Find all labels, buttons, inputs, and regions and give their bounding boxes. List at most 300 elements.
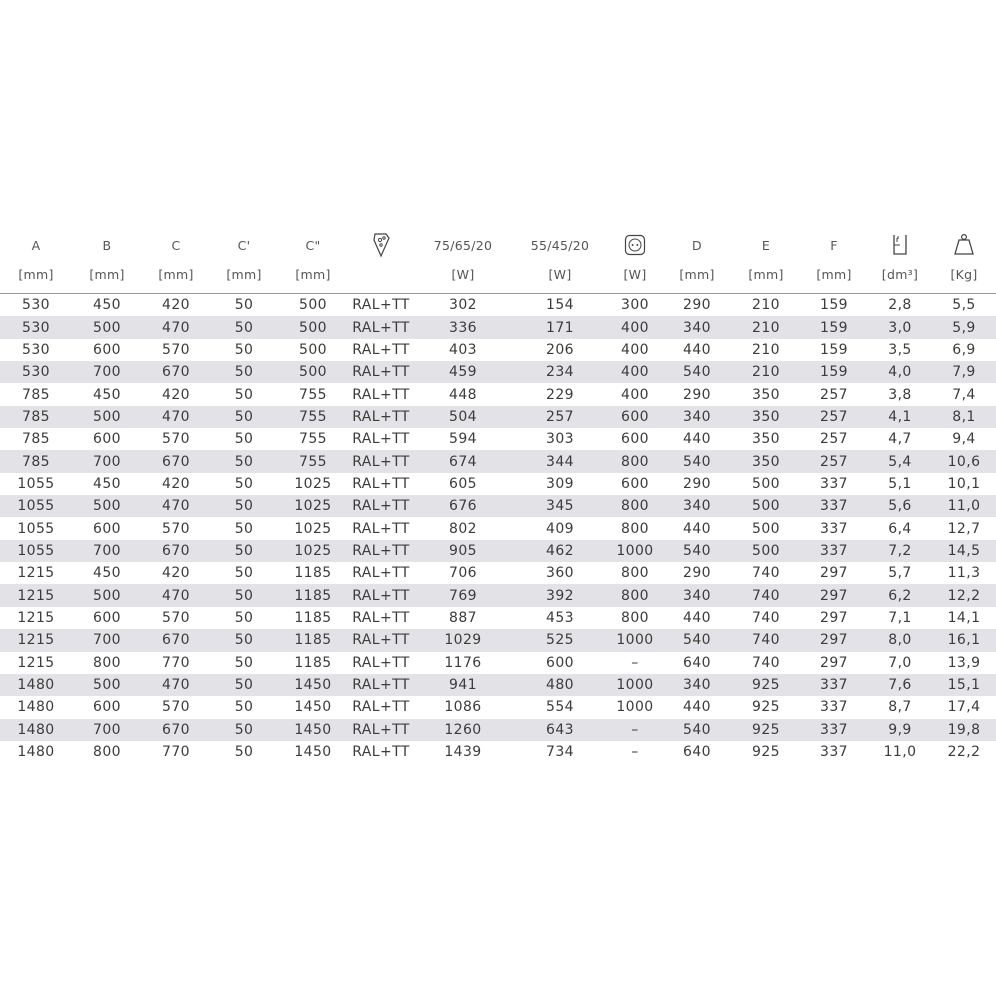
- table-cell: 480: [546, 677, 574, 694]
- header-col-10: [732, 228, 800, 293]
- water-volume-icon: [892, 228, 908, 262]
- table-cell: 50: [234, 341, 254, 358]
- table-cell: 420: [162, 297, 190, 314]
- table-cell: 6,4: [888, 520, 912, 537]
- table-cell: 400: [621, 364, 649, 381]
- table-cell: 570: [162, 609, 190, 626]
- header-unit: [mm]: [816, 266, 852, 282]
- table-cell: 4,1: [888, 408, 912, 425]
- table-cell: 11,0: [883, 744, 917, 761]
- table-cell: 360: [546, 565, 574, 582]
- table-cell: 676: [449, 498, 477, 515]
- table-cell: 504: [449, 408, 477, 425]
- table-cell: 3,5: [888, 341, 912, 358]
- table-cell: 500: [299, 341, 327, 358]
- table-cell: 670: [162, 632, 190, 649]
- table-cell: 440: [683, 609, 711, 626]
- table-cell: RAL+TT: [352, 408, 410, 425]
- table-cell: RAL+TT: [352, 587, 410, 604]
- table-cell: 337: [820, 721, 848, 738]
- header-label: C': [237, 237, 251, 253]
- table-cell: 600: [546, 654, 574, 671]
- table-cell: –: [631, 654, 639, 671]
- table-cell: 8,1: [952, 408, 976, 425]
- table-cell: 540: [683, 632, 711, 649]
- table-cell: 1215: [17, 609, 55, 626]
- table-cell: –: [631, 744, 639, 761]
- table-cell: 540: [683, 542, 711, 559]
- table-cell: 171: [546, 319, 574, 336]
- table-row: [0, 316, 996, 338]
- table-cell: 297: [820, 632, 848, 649]
- table-cell: 640: [683, 654, 711, 671]
- table-cell: 500: [752, 475, 780, 492]
- color-finish-icon: [371, 228, 391, 262]
- header-col-6: [414, 228, 512, 293]
- table-cell: 700: [93, 453, 121, 470]
- header-label: A: [31, 237, 41, 253]
- table-cell: 530: [22, 341, 50, 358]
- table-cell: 337: [820, 699, 848, 716]
- table-row: [0, 428, 996, 450]
- table-cell: 9,4: [952, 431, 976, 448]
- table-cell: 7,9: [952, 364, 976, 381]
- table-cell: 5,1: [888, 475, 912, 492]
- header-col-3: [210, 228, 278, 293]
- table-cell: RAL+TT: [352, 699, 410, 716]
- table-cell: 337: [820, 475, 848, 492]
- table-cell: 785: [22, 453, 50, 470]
- table-cell: 420: [162, 386, 190, 403]
- table-cell: 1450: [294, 677, 332, 694]
- table-cell: 159: [820, 297, 848, 314]
- table-row: [0, 719, 996, 741]
- table-cell: 925: [752, 677, 780, 694]
- table-cell: 462: [546, 542, 574, 559]
- header-unit: [mm]: [18, 266, 54, 282]
- table-cell: 600: [93, 341, 121, 358]
- table-cell: 1185: [294, 587, 332, 604]
- table-cell: RAL+TT: [352, 364, 410, 381]
- table-cell: 470: [162, 319, 190, 336]
- table-cell: 1439: [444, 744, 482, 761]
- table-cell: 1185: [294, 654, 332, 671]
- table-cell: 50: [234, 297, 254, 314]
- table-row: [0, 450, 996, 472]
- table-cell: 600: [621, 475, 649, 492]
- electric-socket-icon: [624, 228, 646, 262]
- table-cell: 400: [621, 319, 649, 336]
- header-col-0: [0, 228, 72, 293]
- table-cell: 770: [162, 744, 190, 761]
- table-cell: 229: [546, 386, 574, 403]
- table-cell: RAL+TT: [352, 319, 410, 336]
- table-cell: 740: [752, 609, 780, 626]
- table-cell: 755: [299, 431, 327, 448]
- table-cell: 50: [234, 587, 254, 604]
- table-cell: 340: [683, 587, 711, 604]
- table-cell: 785: [22, 408, 50, 425]
- table-cell: 400: [621, 341, 649, 358]
- table-cell: 755: [299, 386, 327, 403]
- table-cell: 50: [234, 386, 254, 403]
- header-unit: [Kg]: [950, 266, 978, 282]
- header-col-2: [142, 228, 210, 293]
- table-cell: 409: [546, 520, 574, 537]
- table-cell: 7,4: [952, 386, 976, 403]
- header-label: F: [830, 237, 838, 253]
- table-cell: 500: [752, 498, 780, 515]
- table-cell: 50: [234, 453, 254, 470]
- table-cell: 453: [546, 609, 574, 626]
- header-label: C": [305, 237, 321, 253]
- table-cell: 770: [162, 654, 190, 671]
- table-cell: 17,4: [947, 699, 981, 716]
- table-cell: RAL+TT: [352, 542, 410, 559]
- header-unit: [mm]: [679, 266, 715, 282]
- table-cell: 887: [449, 609, 477, 626]
- table-cell: 350: [752, 386, 780, 403]
- table-cell: 257: [820, 386, 848, 403]
- table-cell: 7,2: [888, 542, 912, 559]
- table-cell: 11,0: [947, 498, 981, 515]
- table-cell: 570: [162, 699, 190, 716]
- table-cell: 706: [449, 565, 477, 582]
- table-cell: 594: [449, 431, 477, 448]
- table-row: [0, 473, 996, 495]
- table-cell: 570: [162, 431, 190, 448]
- table-cell: 800: [621, 609, 649, 626]
- table-row: [0, 339, 996, 361]
- table-cell: 440: [683, 520, 711, 537]
- table-cell: 206: [546, 341, 574, 358]
- table-cell: 5,4: [888, 453, 912, 470]
- table-cell: 14,1: [947, 609, 981, 626]
- table-cell: 670: [162, 542, 190, 559]
- table-cell: 1480: [17, 721, 55, 738]
- table-cell: 403: [449, 341, 477, 358]
- table-cell: 802: [449, 520, 477, 537]
- table-cell: 459: [449, 364, 477, 381]
- table-cell: 50: [234, 520, 254, 537]
- table-cell: 500: [93, 498, 121, 515]
- table-cell: 1260: [444, 721, 482, 738]
- table-cell: 11,3: [947, 565, 981, 582]
- table-cell: 440: [683, 431, 711, 448]
- table-cell: 234: [546, 364, 574, 381]
- table-cell: 302: [449, 297, 477, 314]
- table-cell: 10,6: [947, 453, 981, 470]
- table-cell: 340: [683, 677, 711, 694]
- table-cell: RAL+TT: [352, 498, 410, 515]
- table-cell: 50: [234, 475, 254, 492]
- table-cell: 500: [752, 520, 780, 537]
- table-cell: 470: [162, 677, 190, 694]
- table-cell: RAL+TT: [352, 565, 410, 582]
- table-cell: 800: [621, 453, 649, 470]
- table-cell: 50: [234, 744, 254, 761]
- table-cell: 344: [546, 453, 574, 470]
- table-cell: 755: [299, 408, 327, 425]
- table-cell: 3,8: [888, 386, 912, 403]
- table-cell: 12,7: [947, 520, 981, 537]
- table-cell: 420: [162, 475, 190, 492]
- table-cell: 643: [546, 721, 574, 738]
- table-cell: 1000: [616, 542, 654, 559]
- table-cell: 925: [752, 721, 780, 738]
- table-cell: 530: [22, 319, 50, 336]
- table-cell: 740: [752, 632, 780, 649]
- table-cell: 1185: [294, 609, 332, 626]
- table-cell: 257: [546, 408, 574, 425]
- table-cell: 210: [752, 319, 780, 336]
- table-cell: 210: [752, 364, 780, 381]
- table-cell: 345: [546, 498, 574, 515]
- table-cell: 1025: [294, 475, 332, 492]
- table-cell: 290: [683, 386, 711, 403]
- table-cell: 290: [683, 297, 711, 314]
- table-cell: 1029: [444, 632, 482, 649]
- table-cell: 450: [93, 475, 121, 492]
- table-cell: 700: [93, 632, 121, 649]
- table-cell: 1450: [294, 744, 332, 761]
- table-cell: 740: [752, 587, 780, 604]
- table-cell: 210: [752, 341, 780, 358]
- table-body: [0, 294, 996, 763]
- table-cell: 297: [820, 565, 848, 582]
- table-cell: 440: [683, 341, 711, 358]
- table-row: [0, 383, 996, 405]
- table-cell: 50: [234, 364, 254, 381]
- table-cell: 400: [621, 386, 649, 403]
- table-cell: 500: [93, 587, 121, 604]
- table-cell: 700: [93, 721, 121, 738]
- table-row: [0, 584, 996, 606]
- table-cell: 12,2: [947, 587, 981, 604]
- table-cell: 740: [752, 654, 780, 671]
- table-cell: 336: [449, 319, 477, 336]
- table-cell: RAL+TT: [352, 721, 410, 738]
- table-row: [0, 406, 996, 428]
- header-label: E: [761, 237, 771, 253]
- table-cell: RAL+TT: [352, 654, 410, 671]
- table-cell: 257: [820, 453, 848, 470]
- table-cell: 600: [93, 431, 121, 448]
- table-cell: 905: [449, 542, 477, 559]
- table-cell: 4,0: [888, 364, 912, 381]
- table-cell: 3,0: [888, 319, 912, 336]
- table-cell: 448: [449, 386, 477, 403]
- table-cell: 570: [162, 341, 190, 358]
- specification-table: [0, 228, 996, 763]
- table-cell: 1185: [294, 565, 332, 582]
- table-cell: 450: [93, 297, 121, 314]
- table-row: [0, 294, 996, 316]
- table-cell: 600: [93, 609, 121, 626]
- table-cell: 337: [820, 677, 848, 694]
- table-cell: 1450: [294, 699, 332, 716]
- table-cell: 297: [820, 587, 848, 604]
- header-unit: [W]: [451, 266, 475, 282]
- table-cell: 1185: [294, 632, 332, 649]
- table-cell: 1215: [17, 654, 55, 671]
- table-cell: 19,8: [947, 721, 981, 738]
- table-cell: 600: [621, 408, 649, 425]
- table-cell: 570: [162, 520, 190, 537]
- header-col-8: [608, 228, 662, 293]
- table-cell: 470: [162, 587, 190, 604]
- table-cell: RAL+TT: [352, 632, 410, 649]
- table-cell: 303: [546, 431, 574, 448]
- table-cell: 1480: [17, 677, 55, 694]
- table-cell: 297: [820, 609, 848, 626]
- table-cell: 6,9: [952, 341, 976, 358]
- table-cell: 600: [621, 431, 649, 448]
- table-row: [0, 696, 996, 718]
- table-cell: 5,7: [888, 565, 912, 582]
- table-cell: 2,8: [888, 297, 912, 314]
- weight-icon: [953, 228, 975, 262]
- table-cell: RAL+TT: [352, 475, 410, 492]
- table-cell: 1480: [17, 744, 55, 761]
- table-cell: 5,5: [952, 297, 976, 314]
- table-cell: 700: [93, 364, 121, 381]
- table-cell: 1000: [616, 699, 654, 716]
- table-cell: 159: [820, 364, 848, 381]
- table-cell: 290: [683, 565, 711, 582]
- table-cell: 7,6: [888, 677, 912, 694]
- table-cell: RAL+TT: [352, 520, 410, 537]
- table-cell: 50: [234, 721, 254, 738]
- table-cell: 450: [93, 386, 121, 403]
- table-cell: 500: [93, 319, 121, 336]
- table-cell: 525: [546, 632, 574, 649]
- table-cell: 1055: [17, 542, 55, 559]
- table-cell: RAL+TT: [352, 297, 410, 314]
- table-cell: 640: [683, 744, 711, 761]
- table-cell: 50: [234, 699, 254, 716]
- table-cell: 530: [22, 297, 50, 314]
- table-cell: 337: [820, 744, 848, 761]
- table-cell: 1176: [444, 654, 482, 671]
- table-cell: RAL+TT: [352, 744, 410, 761]
- table-cell: 785: [22, 431, 50, 448]
- header-col-13: [932, 228, 996, 293]
- table-cell: 50: [234, 565, 254, 582]
- table-cell: 340: [683, 319, 711, 336]
- table-cell: 15,1: [947, 677, 981, 694]
- table-cell: 50: [234, 498, 254, 515]
- table-cell: 350: [752, 453, 780, 470]
- table-cell: 337: [820, 542, 848, 559]
- table-cell: 337: [820, 498, 848, 515]
- table-cell: 540: [683, 721, 711, 738]
- table-cell: 554: [546, 699, 574, 716]
- table-cell: 1025: [294, 520, 332, 537]
- table-cell: 392: [546, 587, 574, 604]
- table-cell: 1480: [17, 699, 55, 716]
- table-row: [0, 674, 996, 696]
- table-cell: 1215: [17, 632, 55, 649]
- header-unit: [mm]: [748, 266, 784, 282]
- table-cell: 941: [449, 677, 477, 694]
- table-row: [0, 562, 996, 584]
- table-cell: 450: [93, 565, 121, 582]
- header-col-9: [662, 228, 732, 293]
- header-label: C: [171, 237, 181, 253]
- table-cell: 1000: [616, 632, 654, 649]
- table-row: [0, 652, 996, 674]
- table-cell: 800: [621, 587, 649, 604]
- table-cell: 309: [546, 475, 574, 492]
- table-cell: 5,6: [888, 498, 912, 515]
- table-cell: 470: [162, 408, 190, 425]
- table-cell: 470: [162, 498, 190, 515]
- table-cell: 50: [234, 542, 254, 559]
- table-cell: 674: [449, 453, 477, 470]
- header-label: 75/65/20: [433, 237, 493, 253]
- header-label: B: [102, 237, 112, 253]
- table-cell: 340: [683, 498, 711, 515]
- table-cell: 925: [752, 744, 780, 761]
- table-header: [0, 228, 996, 294]
- table-cell: 257: [820, 431, 848, 448]
- table-cell: 300: [621, 297, 649, 314]
- table-cell: 1215: [17, 587, 55, 604]
- header-col-4: [278, 228, 348, 293]
- table-cell: 8,0: [888, 632, 912, 649]
- table-cell: 800: [93, 654, 121, 671]
- table-cell: 700: [93, 542, 121, 559]
- table-cell: 4,7: [888, 431, 912, 448]
- table-cell: 1000: [616, 677, 654, 694]
- table-cell: 1055: [17, 498, 55, 515]
- table-row: [0, 629, 996, 651]
- header-unit: [W]: [548, 266, 572, 282]
- table-cell: RAL+TT: [352, 677, 410, 694]
- header-unit: [W]: [623, 266, 647, 282]
- header-unit: [dm³]: [881, 266, 919, 282]
- table-cell: 340: [683, 408, 711, 425]
- table-cell: 50: [234, 677, 254, 694]
- table-cell: 50: [234, 319, 254, 336]
- table-cell: 740: [752, 565, 780, 582]
- table-cell: 670: [162, 364, 190, 381]
- header-label: D: [692, 237, 702, 253]
- table-row: [0, 361, 996, 383]
- table-row: [0, 607, 996, 629]
- table-cell: 154: [546, 297, 574, 314]
- table-cell: 540: [683, 453, 711, 470]
- table-cell: 800: [93, 744, 121, 761]
- table-cell: 13,9: [947, 654, 981, 671]
- table-cell: 159: [820, 341, 848, 358]
- table-cell: 500: [299, 297, 327, 314]
- table-cell: 500: [299, 319, 327, 336]
- header-unit: [mm]: [158, 266, 194, 282]
- table-cell: 350: [752, 408, 780, 425]
- table-cell: 670: [162, 453, 190, 470]
- table-cell: 8,7: [888, 699, 912, 716]
- table-cell: 50: [234, 408, 254, 425]
- table-cell: 6,2: [888, 587, 912, 604]
- table-cell: 10,1: [947, 475, 981, 492]
- table-cell: 1055: [17, 475, 55, 492]
- table-cell: 670: [162, 721, 190, 738]
- table-cell: 800: [621, 498, 649, 515]
- table-cell: 210: [752, 297, 780, 314]
- table-cell: 530: [22, 364, 50, 381]
